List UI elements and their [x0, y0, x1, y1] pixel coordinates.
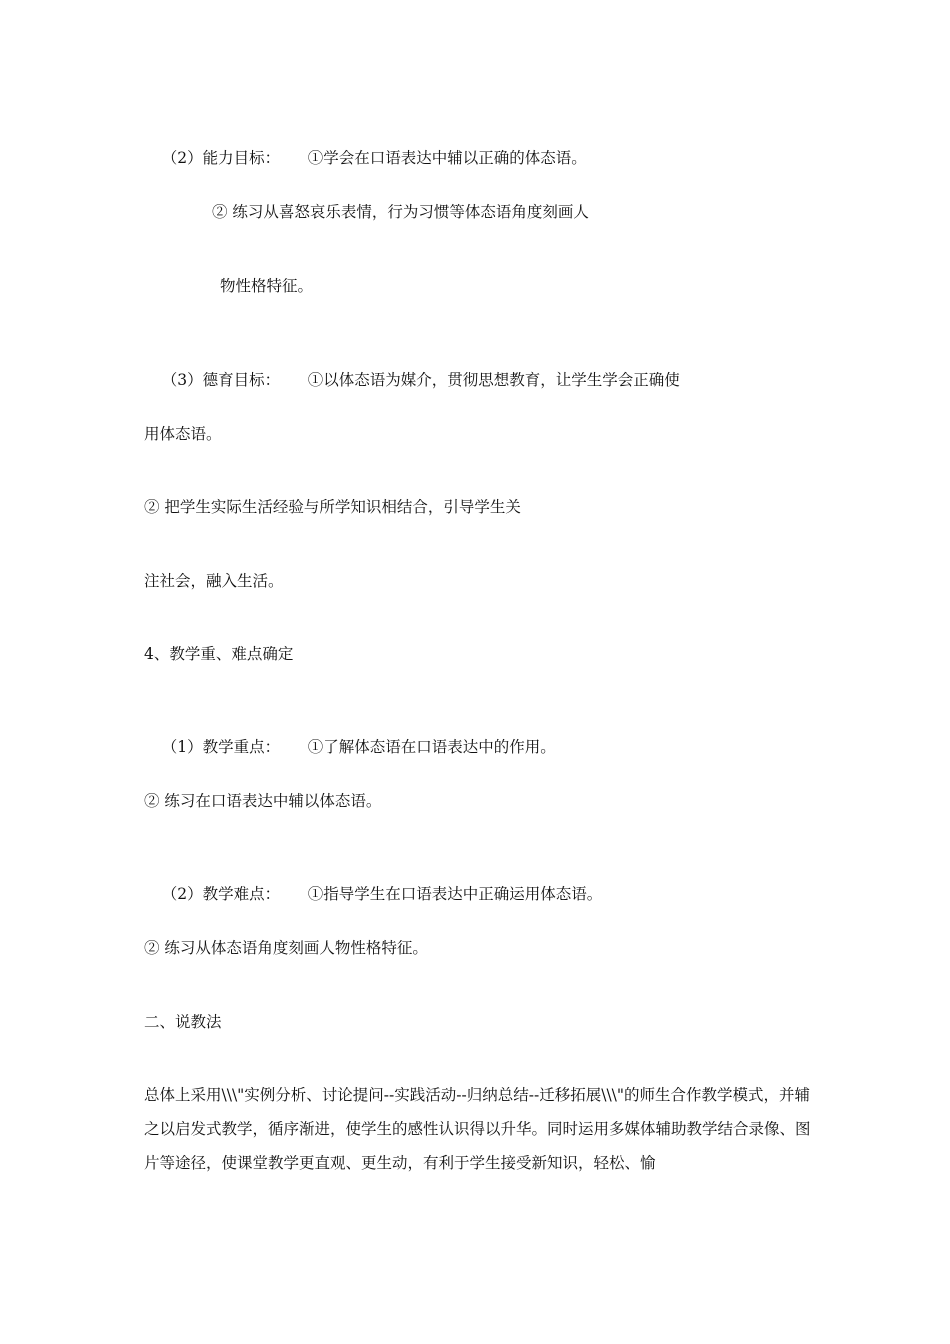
section-2-heading: 二、说教法: [144, 1013, 222, 1031]
difficult-points-label: （2）教学难点：: [161, 885, 281, 903]
moral-goal-label: （3）德育目标：: [161, 371, 281, 389]
key-points-item-1: ①了解体态语在口语表达中的作用。: [307, 738, 556, 756]
section-4-heading: 4、教学重、难点确定: [144, 645, 294, 663]
moral-goal-item-1-line-2: 用体态语。: [144, 425, 222, 443]
ability-goal-item-2-line-1: ② 练习从喜怒哀乐表情，行为习惯等体态语角度刻画人: [212, 203, 589, 221]
teaching-method-paragraph: 总体上采用\\\"实例分析、讨论提问--实践活动--归纳总结--迁移拓展\\\"的师生合作教学模式，并辅之以启发式教学，循序渐进，使学生的感性认识得以升华。同时运用多媒体辅助教学结合录像、图片等途径，使课堂教学更直观、更生动，有利于学生接受新知识，轻松、愉: [144, 1086, 811, 1172]
moral-goal-item-1-line-1: ①以体态语为媒介，贯彻思想教育，让学生学会正确使: [307, 371, 680, 389]
key-points-item-2: ② 练习在口语表达中辅以体态语。: [144, 792, 382, 810]
difficult-points-line: [142, 864, 602, 924]
moral-goal-line: [142, 350, 680, 410]
moral-goal-item-2-line-2: 注社会，融入生活。: [144, 572, 284, 590]
key-points-line: [142, 717, 556, 777]
moral-goal-item-2-line-1: ② 把学生实际生活经验与所学知识相结合，引导学生关: [144, 498, 521, 516]
difficult-points-item-1: ①指导学生在口语表达中正确运用体态语。: [307, 885, 603, 903]
ability-goal-line: [142, 128, 587, 188]
ability-goal-item-1: ①学会在口语表达中辅以正确的体态语。: [307, 149, 587, 167]
key-points-label: （1）教学重点：: [161, 738, 281, 756]
ability-goal-item-2-line-2: 物性格特征。: [220, 277, 314, 295]
difficult-points-item-2: ② 练习从体态语角度刻画人物性格特征。: [144, 939, 428, 957]
ability-goal-label: （2）能力目标：: [161, 149, 281, 167]
